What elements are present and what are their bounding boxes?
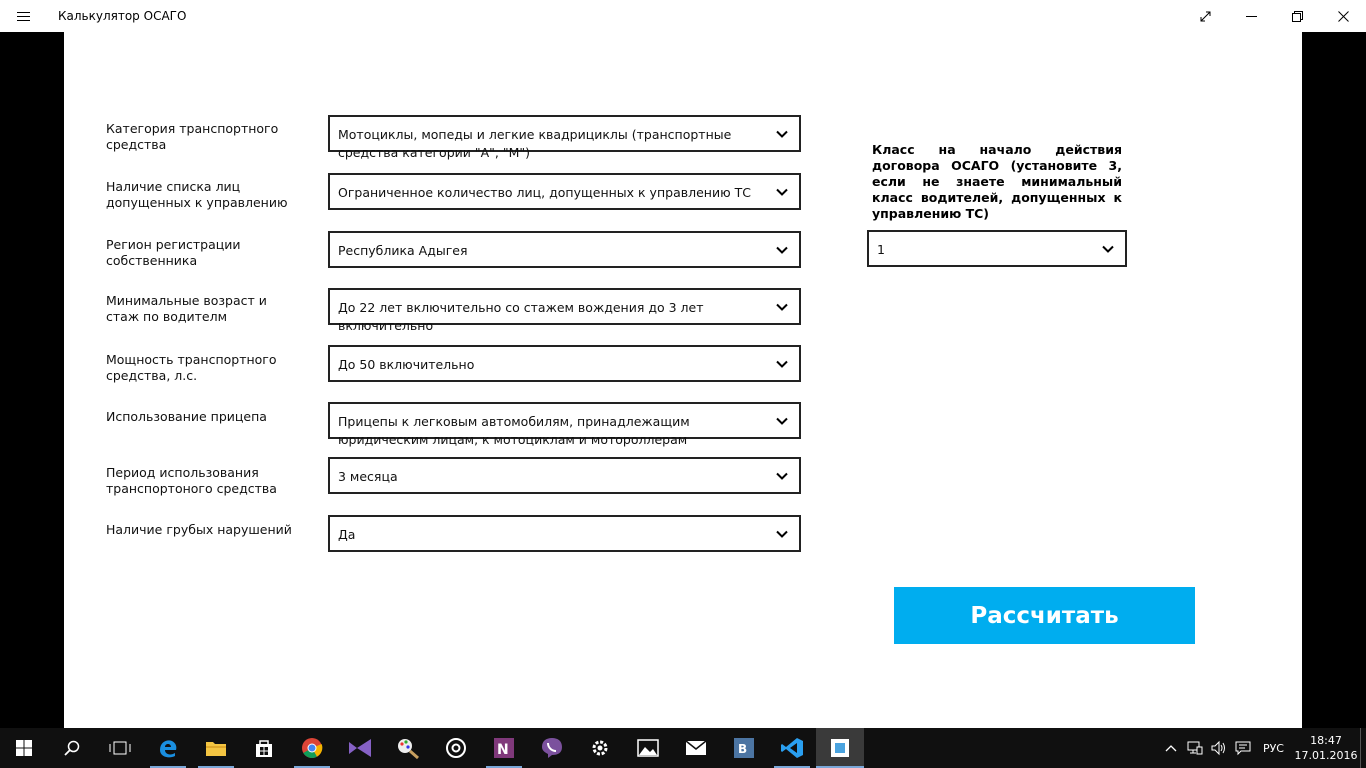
minimize-icon[interactable] [1228,0,1274,32]
age-experience-label: Минимальные возраст и стаж по водителм [106,293,267,324]
violations-value: Да [338,527,356,542]
edge-icon[interactable] [144,728,192,768]
task-view-icon[interactable] [96,728,144,768]
show-desktop-button[interactable] [1360,728,1366,768]
restore-icon[interactable] [1274,0,1320,32]
chevron-down-icon [765,175,799,208]
paint-icon[interactable] [384,728,432,768]
chevron-down-icon [1091,232,1125,265]
title-bar [0,0,1366,32]
chrome-icon[interactable] [288,728,336,768]
age-experience-value: До 22 лет включительно со стажем вождения до 3 лет включительно [338,300,704,333]
chevron-down-icon [765,347,799,380]
language-indicator[interactable]: РУС [1262,741,1284,755]
bonus-class-value: 1 [877,242,885,257]
vk-icon[interactable] [720,728,768,768]
bonus-class-heading: Класс на начало действия договора ОСАГО (установите 3, если не знаете минимальный класс водителей, допущенных к управлению ТС) [872,142,1122,221]
notification-icon[interactable] [1231,728,1255,768]
search-icon[interactable] [48,728,96,768]
svg-text:N: N [497,742,509,758]
clock-date: 17.01.2016 [1294,749,1358,762]
viber-icon[interactable] [528,728,576,768]
calculate-button[interactable]: Рассчитать [894,587,1195,644]
bonus-class-select[interactable] [867,230,1127,267]
drivers-list-select[interactable] [328,173,801,210]
volume-icon[interactable] [1207,728,1231,768]
vehicle-category-select[interactable] [328,115,801,160]
clock-time: 18:47 [1310,734,1342,747]
photos-icon[interactable] [624,728,672,768]
trailer-usage-label: Использование прицепа [106,409,267,424]
vehicle-category-value: Мотоциклы, мопеды и легкие квадрициклы (транспортные средства категории "А", "М") [338,127,732,160]
settings-icon[interactable] [576,728,624,768]
window-controls [1182,0,1366,32]
hamburger-menu-icon[interactable] [0,0,46,32]
chevron-down-icon [765,404,799,437]
main-content [64,32,1302,728]
chevron-down-icon [765,517,799,550]
clock[interactable] [1292,733,1360,763]
trailer-usage-select[interactable] [328,402,801,447]
taskbar [0,728,1366,768]
vehicle-power-value: До 50 включительно [338,357,475,372]
onenote-icon[interactable] [480,728,528,768]
violations-label: Наличие грубых нарушений [106,522,292,537]
file-explorer-icon[interactable] [192,728,240,768]
violations-select[interactable] [328,515,801,552]
window-title: Калькулятор ОСАГО [58,9,187,23]
drivers-list-value: Ограниченное количество лиц, допущенных к управлению ТС [338,185,751,200]
start-icon[interactable] [0,728,48,768]
network-icon[interactable] [1183,728,1207,768]
owner-region-label: Регион регистрации собственника [106,237,241,268]
usage-period-select[interactable] [328,457,801,494]
svg-text:B: B [738,742,748,756]
age-experience-select[interactable] [328,288,801,333]
vehicle-power-select[interactable] [328,345,801,382]
media-player-icon[interactable] [432,728,480,768]
drivers-list-label: Наличие списка лиц допущенных к управлению [106,179,288,210]
owner-region-value: Республика Адыгея [338,243,468,258]
vehicle-power-label: Мощность транспортного средства, л.с. [106,352,277,383]
usage-period-label: Период использования транспортоного средства [106,465,277,496]
system-tray [1159,728,1366,768]
chevron-down-icon [765,117,799,150]
close-icon[interactable] [1320,0,1366,32]
fullscreen-icon[interactable] [1182,0,1228,32]
mail-icon[interactable] [672,728,720,768]
vscode-icon[interactable] [768,728,816,768]
vehicle-category-label: Категория транспортного средства [106,121,279,152]
trailer-usage-value: Прицепы к легковым автомобилям, принадлежащим юридическим лицам, к мотоциклам и мотороллерам [338,414,690,447]
chevron-down-icon [765,459,799,492]
store-icon[interactable] [240,728,288,768]
osago-app-icon[interactable] [816,728,864,768]
usage-period-value: 3 месяца [338,469,398,484]
chevron-down-icon [765,290,799,323]
chevron-up-icon[interactable] [1159,728,1183,768]
visual-studio-icon[interactable] [336,728,384,768]
chevron-down-icon [765,233,799,266]
owner-region-select[interactable] [328,231,801,268]
